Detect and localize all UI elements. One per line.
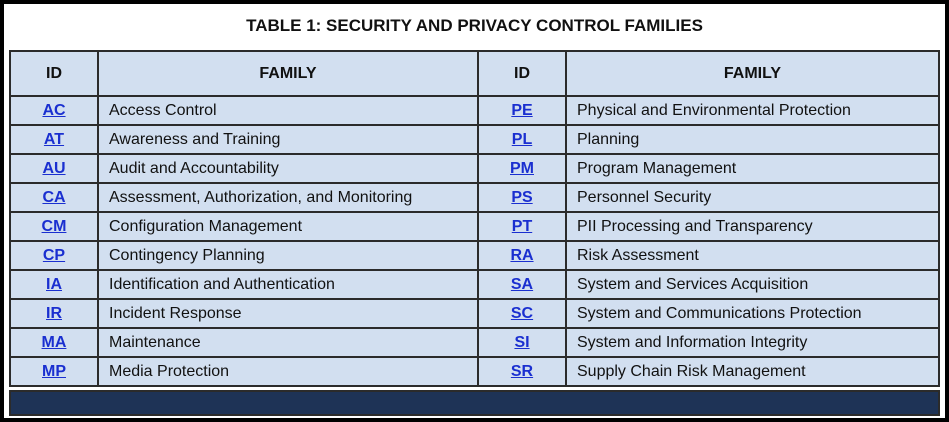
- document-frame: [4, 4, 945, 418]
- control-families-table: [9, 50, 940, 387]
- id-cell: [478, 299, 566, 328]
- family-name: Program Management: [566, 154, 939, 183]
- id-cell: [478, 125, 566, 154]
- family-name: Planning: [566, 125, 939, 154]
- family-id-link[interactable]: CP: [42, 246, 66, 264]
- family-id-link[interactable]: PL: [511, 130, 533, 148]
- family-id-link[interactable]: MP: [42, 362, 66, 380]
- id-cell: [478, 183, 566, 212]
- family-name: System and Communications Protection: [566, 299, 939, 328]
- table-row: [10, 299, 939, 328]
- id-cell: [10, 270, 98, 299]
- family-id-link[interactable]: SR: [510, 362, 534, 380]
- id-cell: [10, 183, 98, 212]
- id-cell: [478, 241, 566, 270]
- family-id-link[interactable]: AU: [42, 159, 66, 177]
- family-name: Access Control: [98, 96, 478, 125]
- family-name: Personnel Security: [566, 183, 939, 212]
- family-name: Media Protection: [98, 357, 478, 386]
- header-id: ID: [478, 51, 566, 96]
- family-id-link[interactable]: CA: [42, 188, 66, 206]
- id-cell: [10, 212, 98, 241]
- id-cell: [10, 154, 98, 183]
- family-name: System and Information Integrity: [566, 328, 939, 357]
- family-name: Maintenance: [98, 328, 478, 357]
- family-name: Assessment, Authorization, and Monitoring: [98, 183, 478, 212]
- family-id-link[interactable]: PS: [511, 188, 533, 206]
- table-row: [10, 212, 939, 241]
- id-cell: [478, 328, 566, 357]
- family-id-link[interactable]: AC: [42, 101, 66, 119]
- id-cell: [478, 212, 566, 241]
- id-cell: [10, 299, 98, 328]
- family-name: Risk Assessment: [566, 241, 939, 270]
- family-id-link[interactable]: SI: [514, 333, 530, 351]
- family-name: Configuration Management: [98, 212, 478, 241]
- family-id-link[interactable]: MA: [41, 333, 67, 351]
- id-cell: [10, 125, 98, 154]
- header-id: ID: [10, 51, 98, 96]
- id-cell: [10, 328, 98, 357]
- family-id-link[interactable]: AT: [43, 130, 65, 148]
- id-cell: [478, 96, 566, 125]
- id-cell: [478, 154, 566, 183]
- table-title: TABLE 1: SECURITY AND PRIVACY CONTROL FAMILIES: [246, 16, 703, 35]
- table-row: [10, 241, 939, 270]
- header-family: FAMILY: [566, 51, 939, 96]
- family-id-link[interactable]: SA: [510, 275, 534, 293]
- table-row: [10, 357, 939, 386]
- family-id-link[interactable]: SC: [510, 304, 534, 322]
- family-name: Awareness and Training: [98, 125, 478, 154]
- header-row: [10, 51, 939, 96]
- family-name: Supply Chain Risk Management: [566, 357, 939, 386]
- family-name: Identification and Authentication: [98, 270, 478, 299]
- id-cell: [10, 96, 98, 125]
- family-name: Contingency Planning: [98, 241, 478, 270]
- table-footer-bar: [9, 390, 940, 416]
- family-name: System and Services Acquisition: [566, 270, 939, 299]
- family-name: Incident Response: [98, 299, 478, 328]
- table-row: [10, 270, 939, 299]
- family-id-link[interactable]: PT: [511, 217, 533, 235]
- id-cell: [10, 241, 98, 270]
- family-id-link[interactable]: PM: [510, 159, 534, 177]
- family-name: Audit and Accountability: [98, 154, 478, 183]
- family-id-link[interactable]: CM: [41, 217, 67, 235]
- table-row: [10, 125, 939, 154]
- family-id-link[interactable]: IA: [46, 275, 62, 293]
- id-cell: [478, 270, 566, 299]
- table-row: [10, 96, 939, 125]
- family-id-link[interactable]: RA: [510, 246, 534, 264]
- header-family: FAMILY: [98, 51, 478, 96]
- table-row: [10, 183, 939, 212]
- table-row: [10, 154, 939, 183]
- id-cell: [10, 357, 98, 386]
- family-id-link[interactable]: PE: [511, 101, 533, 119]
- table-row: [10, 328, 939, 357]
- family-name: PII Processing and Transparency: [566, 212, 939, 241]
- family-id-link[interactable]: IR: [46, 304, 62, 322]
- family-name: Physical and Environmental Protection: [566, 96, 939, 125]
- id-cell: [478, 357, 566, 386]
